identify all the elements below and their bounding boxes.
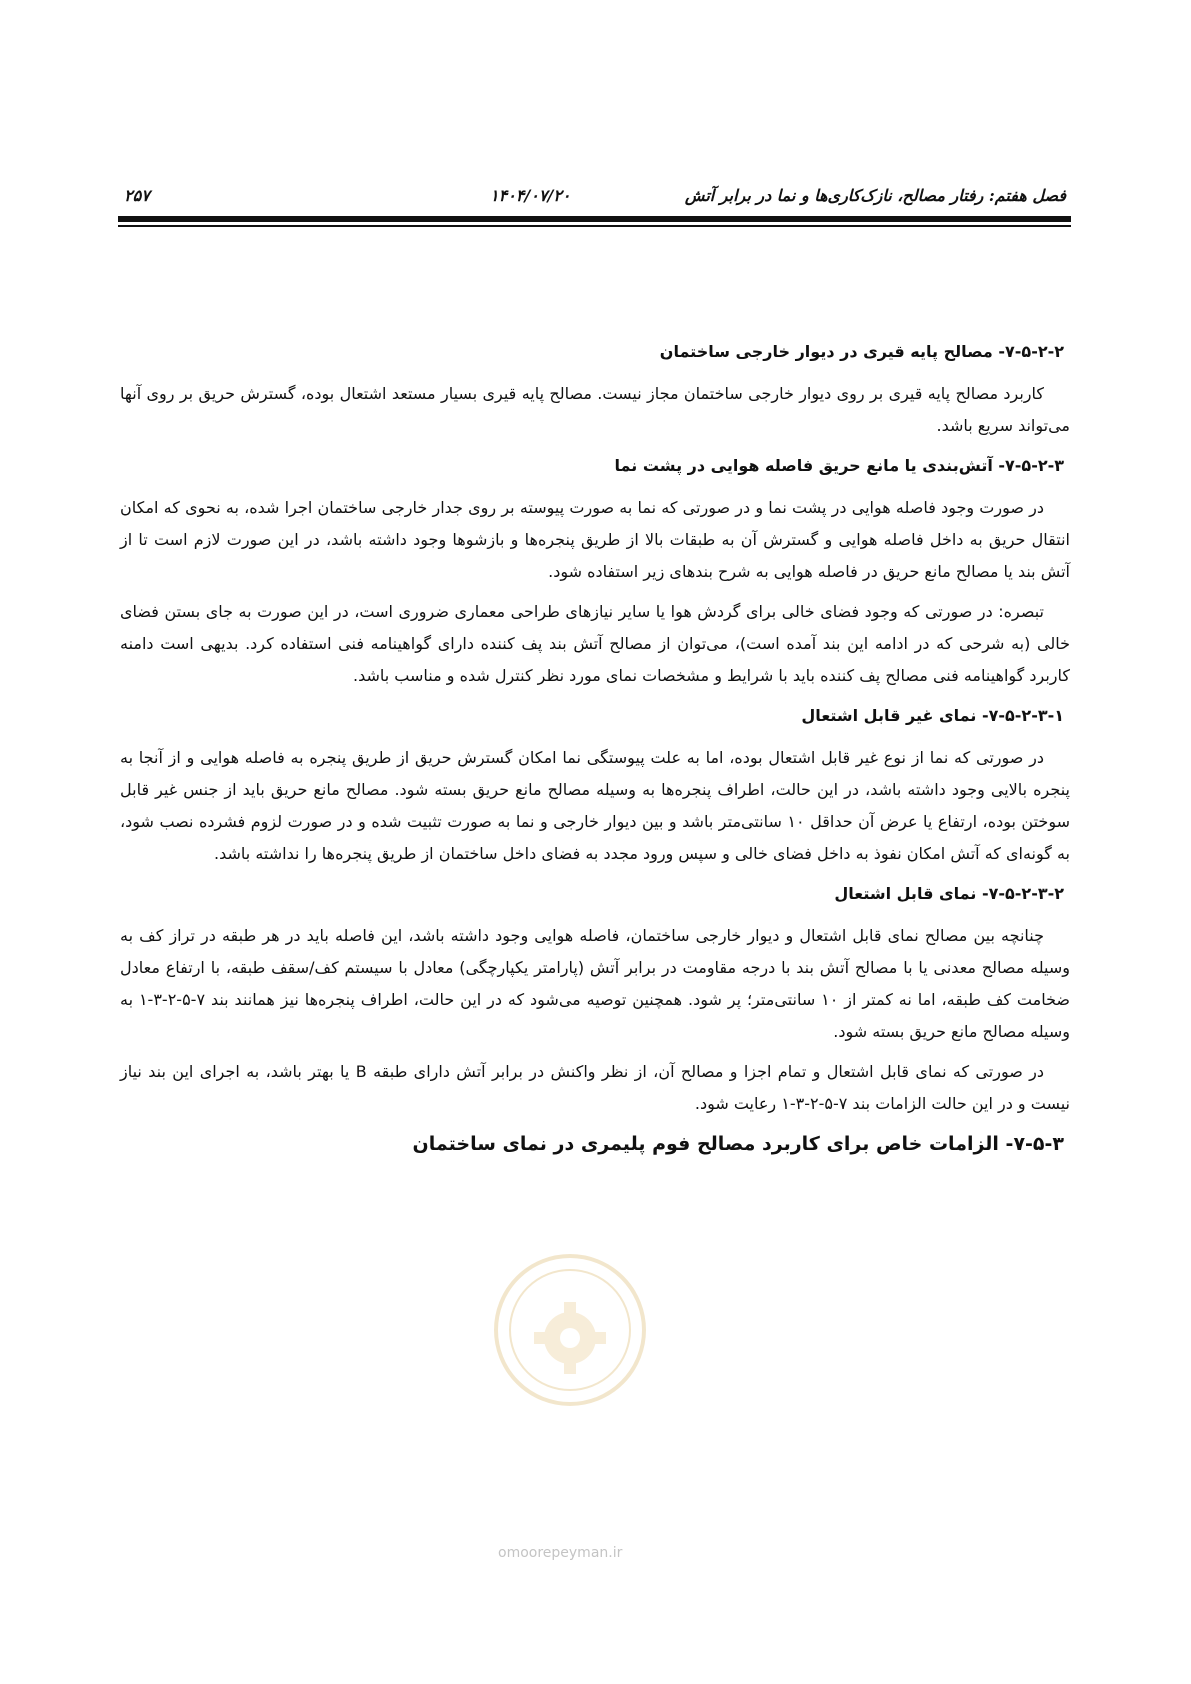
section-heading: ۷-۵-۲-۲- مصالح پایه قیری در دیوار خارجی ساختمان — [659, 342, 1064, 361]
body-paragraph: کاربرد مصالح پایه قیری بر روی دیوار خارجی ساختمان مجاز نیست. مصالح پایه قیری بسیار مستعد اشتعال بوده، گسترش حریق بر روی آنها می‌تواند سریع باشد. — [120, 384, 1070, 435]
body-paragraph: در صورت وجود فاصله هوایی در پشت نما و در صورتی که نما به صورت پیوسته بر روی جدار خارجی ساختمان اجرا شده، به نحوی که امکان انتقال حریق به داخل فاصله هوایی و گسترش آن به طبقات بالا از طریق پنجره‌ها و بازشوها وجود داشته باشد، در این صورت لازم است تا از آتش بند یا مصالح مانع حریق در فاصله هوایی به شرح بندهای زیر استفاده شود. — [120, 498, 1070, 581]
gear-seal-icon — [490, 1250, 650, 1410]
body-paragraph: در صورتی که نما از نوع غیر قابل اشتعال بوده، اما به علت پیوستگی نما امکان گسترش حریق از طریق پنجره به فاصله هوایی و از آنجا به پنجره بالایی وجود داشته باشد، در این حالت، اطراف پنجره‌ها به وسیله مصالح مانع حریق بسته شود. مصالح مانع حریق باید از جنس غیر قابل سوختن بوده، ارتفاع یا عرض آن حداقل ۱۰ سانتی‌متر باشد و بین دیوار خارجی و نما به صورت تثبیت شده و در صورت لزوم فشرده نصب شود، به گونه‌ای که آتش امکان نفوذ به داخل فضای خالی و سپس ورود مجدد به فضای داخل ساختمان از طریق پنجره‌ها را نداشته باشد. — [120, 748, 1070, 863]
section-heading-main: ۷-۵-۳- الزامات خاص برای کاربرد مصالح فوم پلیمری در نمای ساختمان — [412, 1133, 1064, 1155]
header-rule-thick — [118, 216, 1071, 222]
note-paragraph: تبصره: در صورتی که وجود فضای خالی برای گردش هوا یا سایر نیازهای طراحی معماری ضروری است، در این صورت به جای بستن فضای خالی (به شرحی که در ادامه این بند آمده است)، می‌توان از مصالح آتش بند پف کننده دارای گواهینامه فنی استفاده کرد. بدیهی است دامنه کاربرد گواهینامه فنی مصالح پف کننده باید با شرایط و مشخصات نمای مورد نظر کنترل شده و مناسب باشد. — [120, 602, 1070, 685]
chapter-title: فصل هفتم: رفتار مصالح، نازک‌کاری‌ها و نما در برابر آتش — [684, 186, 1066, 205]
body-paragraph: چنانچه بین مصالح نمای قابل اشتعال و دیوار خارجی ساختمان، فاصله هوایی وجود داشته باشد، این فاصله باید در هر طبقه در تراز کف به وسیله مصالح معدنی یا با مصالح آتش بند با درجه مقاومت در برابر آتش (پارامتر یکپارچگی) معادل با سیستم کف/سقف طبقه، با ارتفاع معادل ضخامت کف طبقه، اما نه کمتر از ۱۰ سانتی‌متر؛ پر شود. همچنین توصیه می‌شود که در این حالت، اطراف پنجره‌ها نیز همانند بند ۷-۵-۲-۳-۱ به وسیله مصالح مانع حریق بسته شود. — [120, 926, 1071, 1041]
body-content — [120, 336, 1070, 1170]
page-number: ۲۵۷ — [124, 186, 150, 205]
body-paragraph: در صورتی که نمای قابل اشتعال و تمام اجزا و مصالح آن، از نظر واکنش در برابر آتش دارای طبقه B یا بهتر باشد، به اجرای این بند نیاز نیست و در این حالت الزامات بند ۷-۵-۲-۳-۱ رعایت شود. — [120, 1062, 1070, 1113]
section-heading: ۷-۵-۲-۳-۱- نمای غیر قابل اشتعال — [801, 706, 1064, 725]
header-rule-thin — [118, 225, 1071, 227]
section-heading: ۷-۵-۲-۳- آتش‌بندی یا مانع حریق فاصله هوایی در پشت نما — [614, 456, 1064, 475]
section-heading: ۷-۵-۲-۳-۲- نمای قابل اشتعال — [834, 884, 1064, 903]
header-date: ۱۴۰۴/۰۷/۲۰ — [490, 186, 571, 205]
watermark-site: omoorepeyman.ir — [498, 1545, 623, 1561]
